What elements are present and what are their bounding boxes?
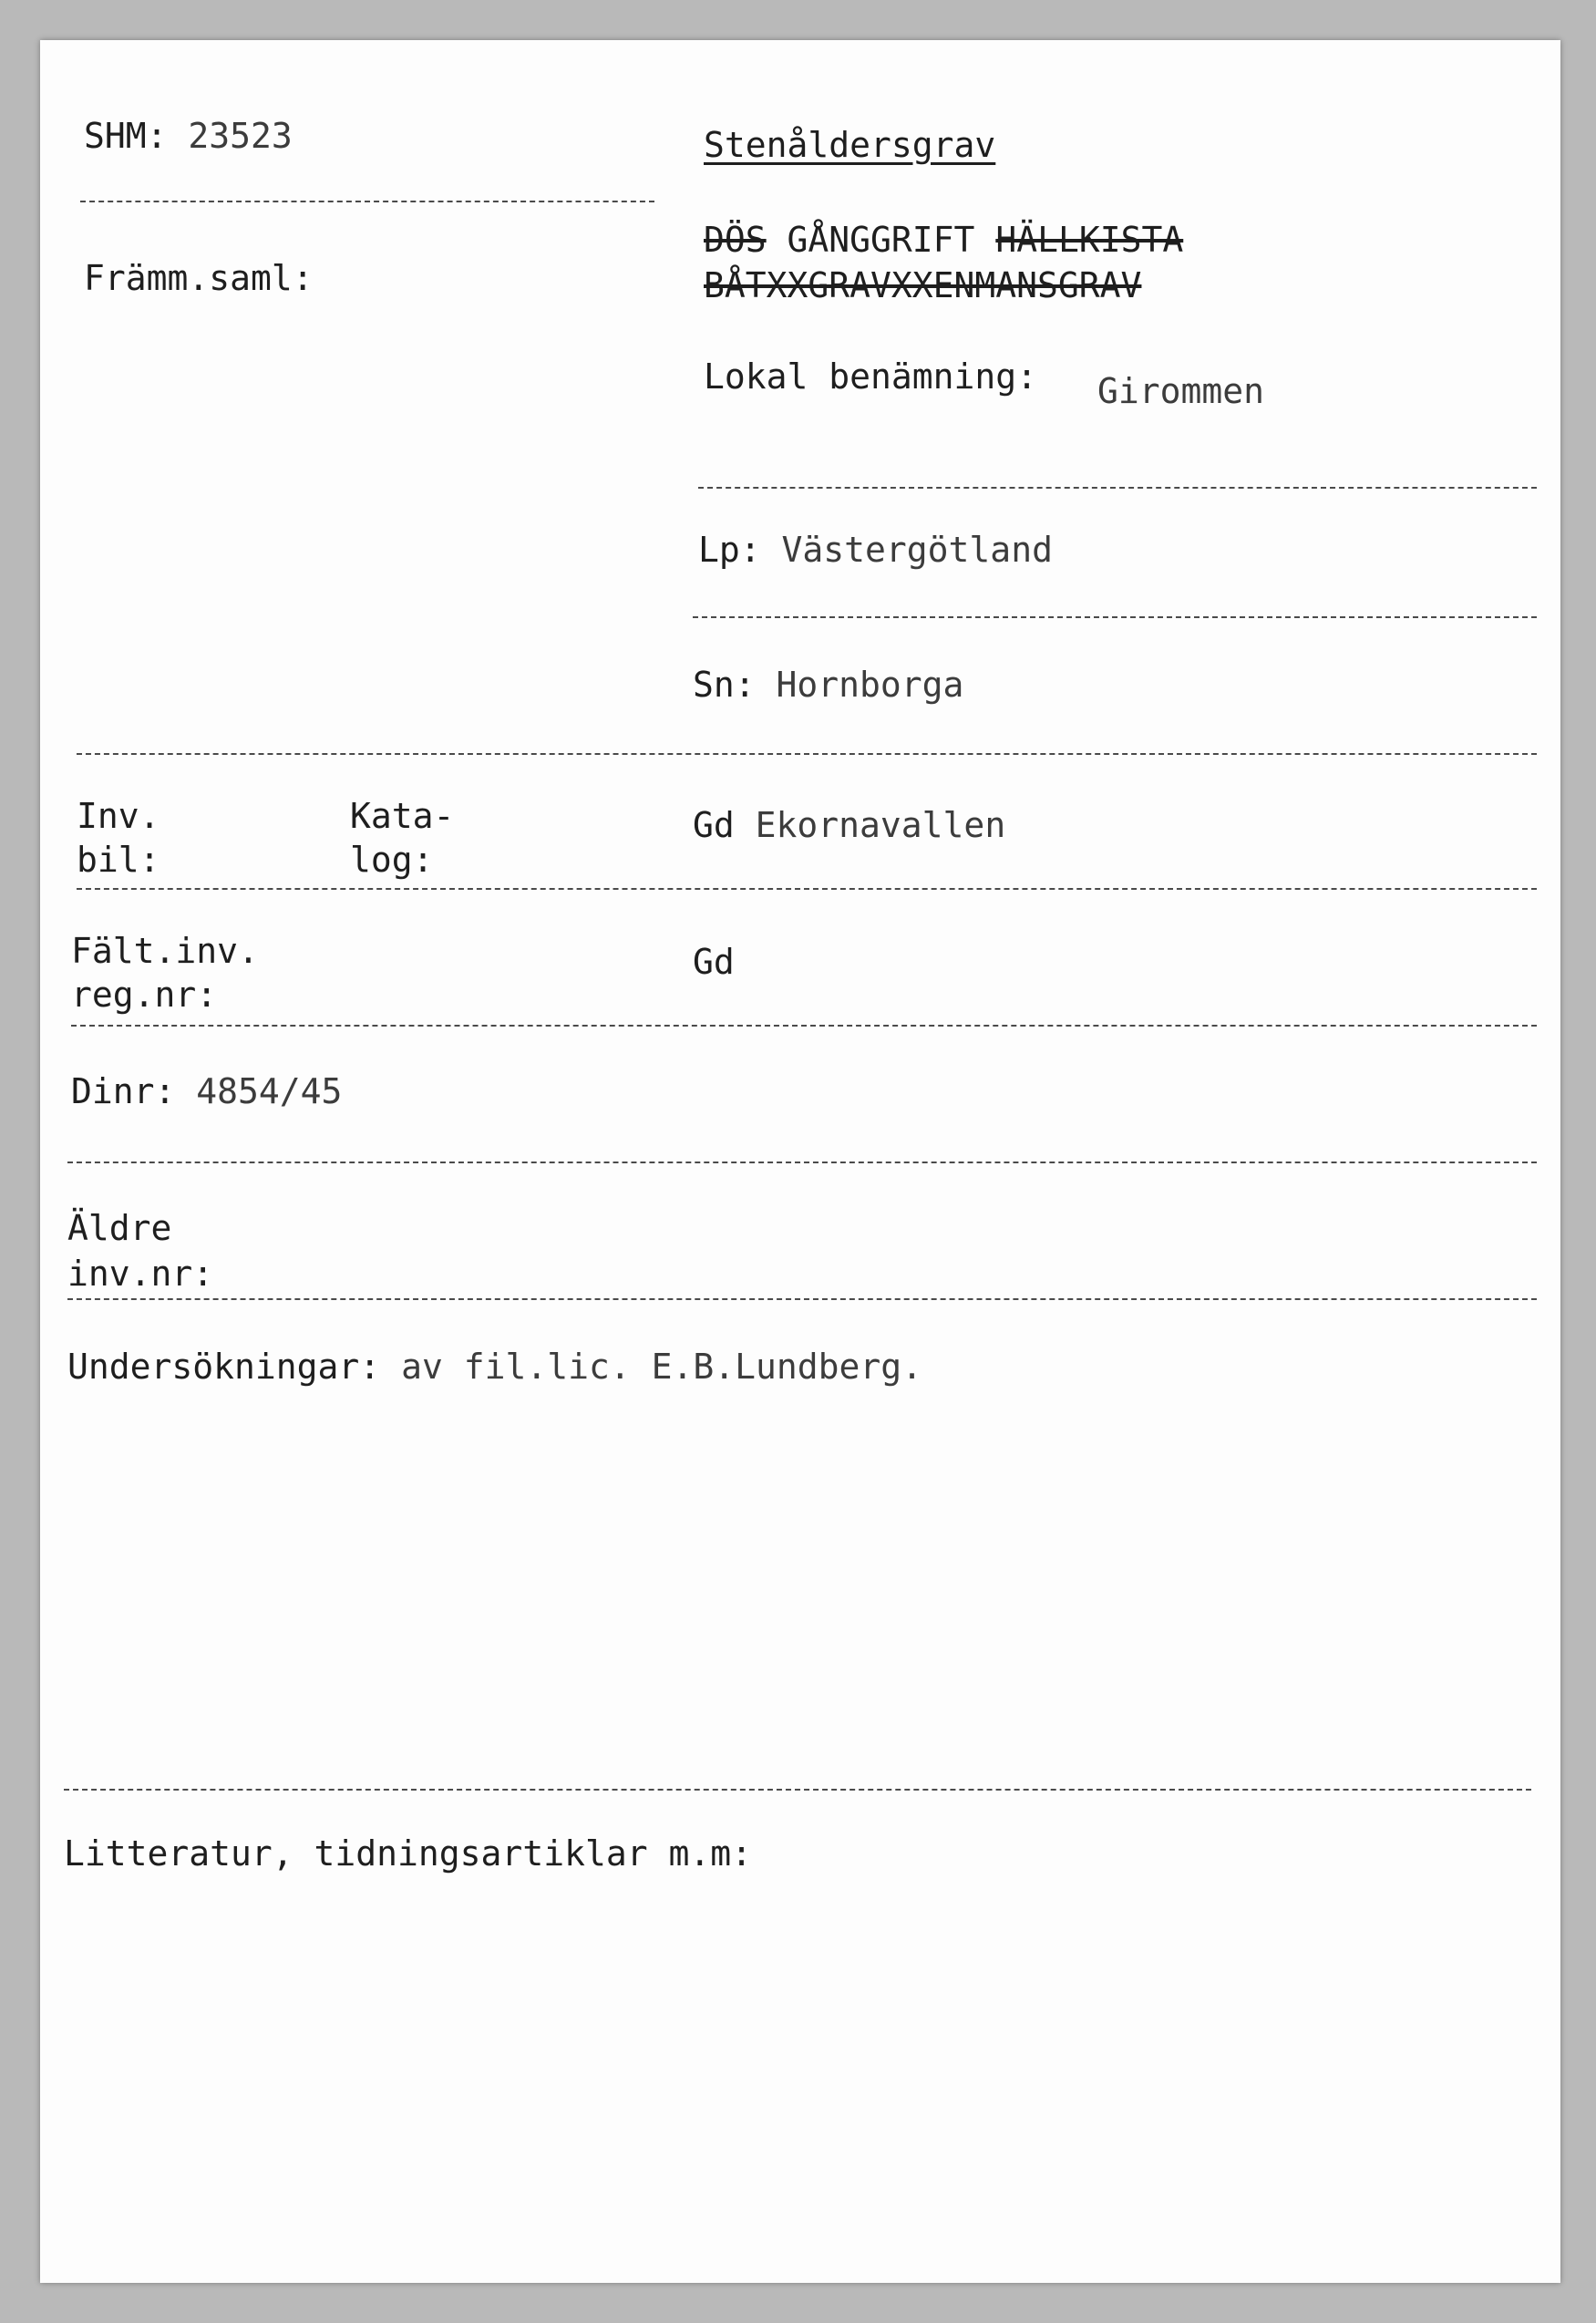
dinr-field [71,1070,342,1112]
sn-value: Hornborga [776,665,964,705]
divider [64,1789,1531,1791]
falt-label-1: Fält.inv. [71,931,259,971]
litteratur-label: Litteratur, tidningsartiklar m.m: [64,1833,752,1874]
gd-field-1 [693,804,1005,846]
divider [80,201,654,202]
grave-types-line-2-struck: BÅTXXGRAVXXENMANSGRAV [704,265,1142,305]
sn-label: Sn: [693,665,756,705]
hallkista-struck: HÄLLKISTA [995,220,1184,260]
divider [71,1025,1537,1027]
grave-types-line-1 [704,219,1183,261]
inv-label-1: Inv. [77,796,160,836]
catalog-card [40,40,1560,2283]
lokal-value: Girommen [1097,371,1265,411]
lokal-label: Lokal benämning: [704,356,1038,397]
gd-value: Ekornavallen [755,805,1006,845]
lp-field [698,529,1053,571]
shm-label: SHM: [84,116,168,156]
framm-saml-label: Främm.saml: [84,258,314,298]
dos-struck: DÖS [704,220,767,260]
aldre-label-2: inv.nr: [67,1254,214,1294]
dinr-value: 4854/45 [196,1071,343,1111]
divider [698,487,1537,489]
grave-type-heading: Stenåldersgrav [704,125,996,165]
divider [67,1162,1537,1163]
inv-label-2: bil: [77,840,160,880]
aldre-label-1: Äldre [67,1208,172,1248]
divider [693,616,1537,618]
divider [77,888,1537,890]
katalog-label-2: log: [350,840,434,880]
shm-value: 23523 [188,116,293,156]
undersokningar-label: Undersökningar: [67,1347,381,1387]
lp-label: Lp: [698,530,761,570]
divider [67,1298,1537,1300]
undersokningar-field [67,1346,922,1388]
undersokningar-value: av fil.lic. E.B.Lundberg. [401,1347,923,1387]
shm-field [84,115,293,157]
gd-label: Gd [693,805,735,845]
gd-label-2: Gd [693,942,735,982]
lp-value: Västergötland [781,530,1053,570]
dinr-label: Dinr: [71,1071,176,1111]
katalog-label-1: Kata- [350,796,455,836]
ganggrift-type: GÅNGGRIFT [787,220,975,260]
falt-label-2: reg.nr: [71,975,218,1015]
divider [77,753,1537,755]
sn-field [693,664,963,706]
